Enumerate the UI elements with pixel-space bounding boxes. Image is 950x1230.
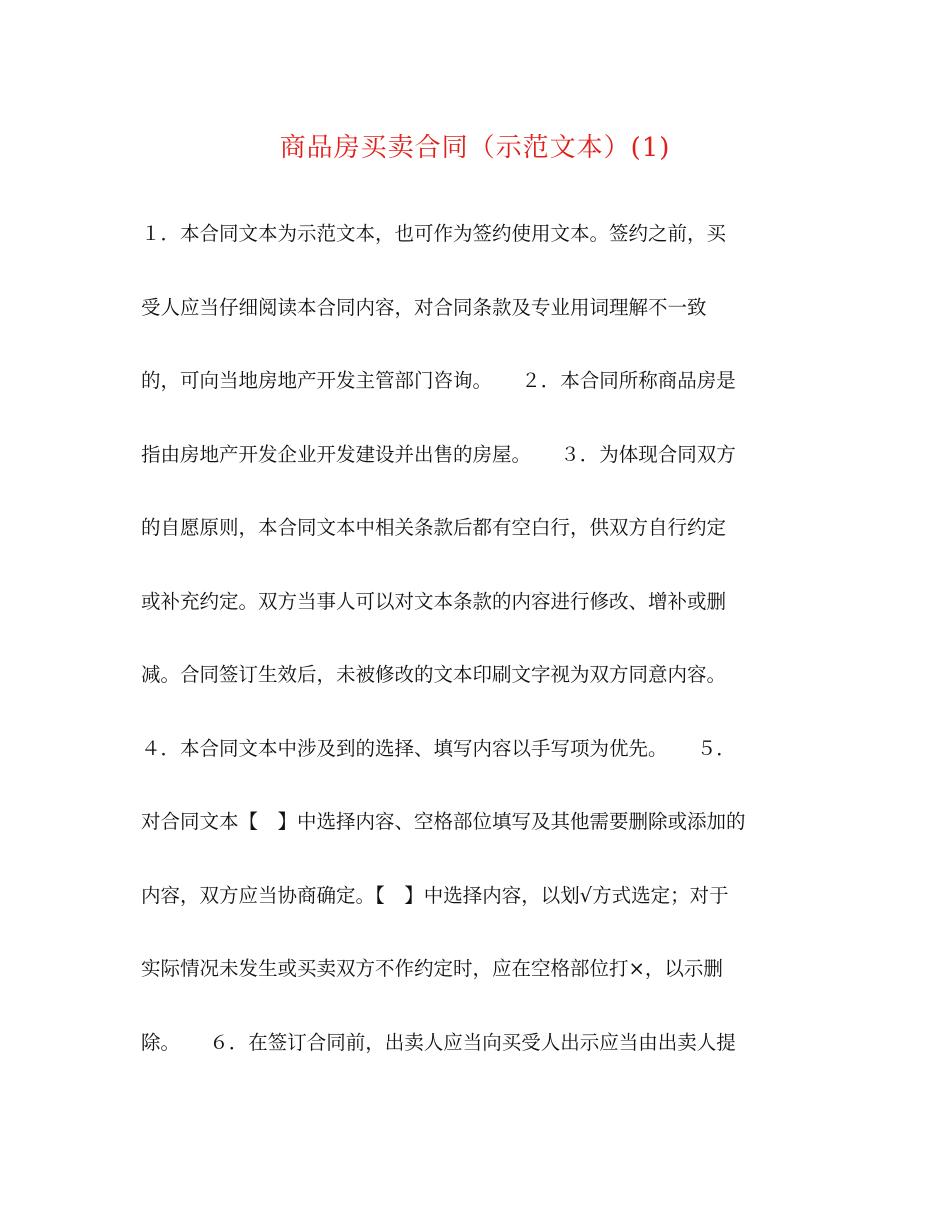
body-line-12: 除。 ６．在签订合同前，出卖人应当向买受人出示应当由出卖人提	[141, 1030, 736, 1054]
body-line-2: 受人应当仔细阅读本合同内容，对合同条款及专业用词理解不一致	[141, 295, 707, 319]
body-line-4: 指由房地产开发企业开发建设并出售的房屋。 ３．为体现合同双方	[141, 442, 736, 466]
body-line-10: 内容，双方应当协商确定。【 】中选择内容，以划√方式选定；对于	[141, 883, 729, 907]
body-line-7: 减。合同签订生效后，未被修改的文本印刷文字视为双方同意内容。	[141, 663, 727, 686]
body-line-9: 对合同文本【 】中选择内容、空格部位填写及其他需要删除或添加的	[141, 810, 746, 833]
document-title: 商品房买卖合同（示范文本）(1)	[279, 133, 671, 163]
body-line-3: 的，可向当地房地产开发主管部门咨询。 ２．本合同所称商品房是	[141, 369, 736, 392]
body-line-6: 或补充约定。双方当事人可以对文本条款的内容进行修改、增补或删	[141, 589, 727, 613]
document-body	[141, 214, 821, 1096]
body-line-11: 实际情况未发生或买卖双方不作约定时，应在空格部位打×，以示删	[141, 957, 723, 980]
body-line-1: １．本合同文本为示范文本，也可作为签约使用文本。签约之前，买	[141, 222, 727, 245]
body-line-8: ４．本合同文本中涉及到的选择、填写内容以手写项为优先。 ５．	[141, 736, 736, 760]
body-line-5: 的自愿原则，本合同文本中相关条款后都有空白行，供双方自行约定	[141, 516, 727, 539]
